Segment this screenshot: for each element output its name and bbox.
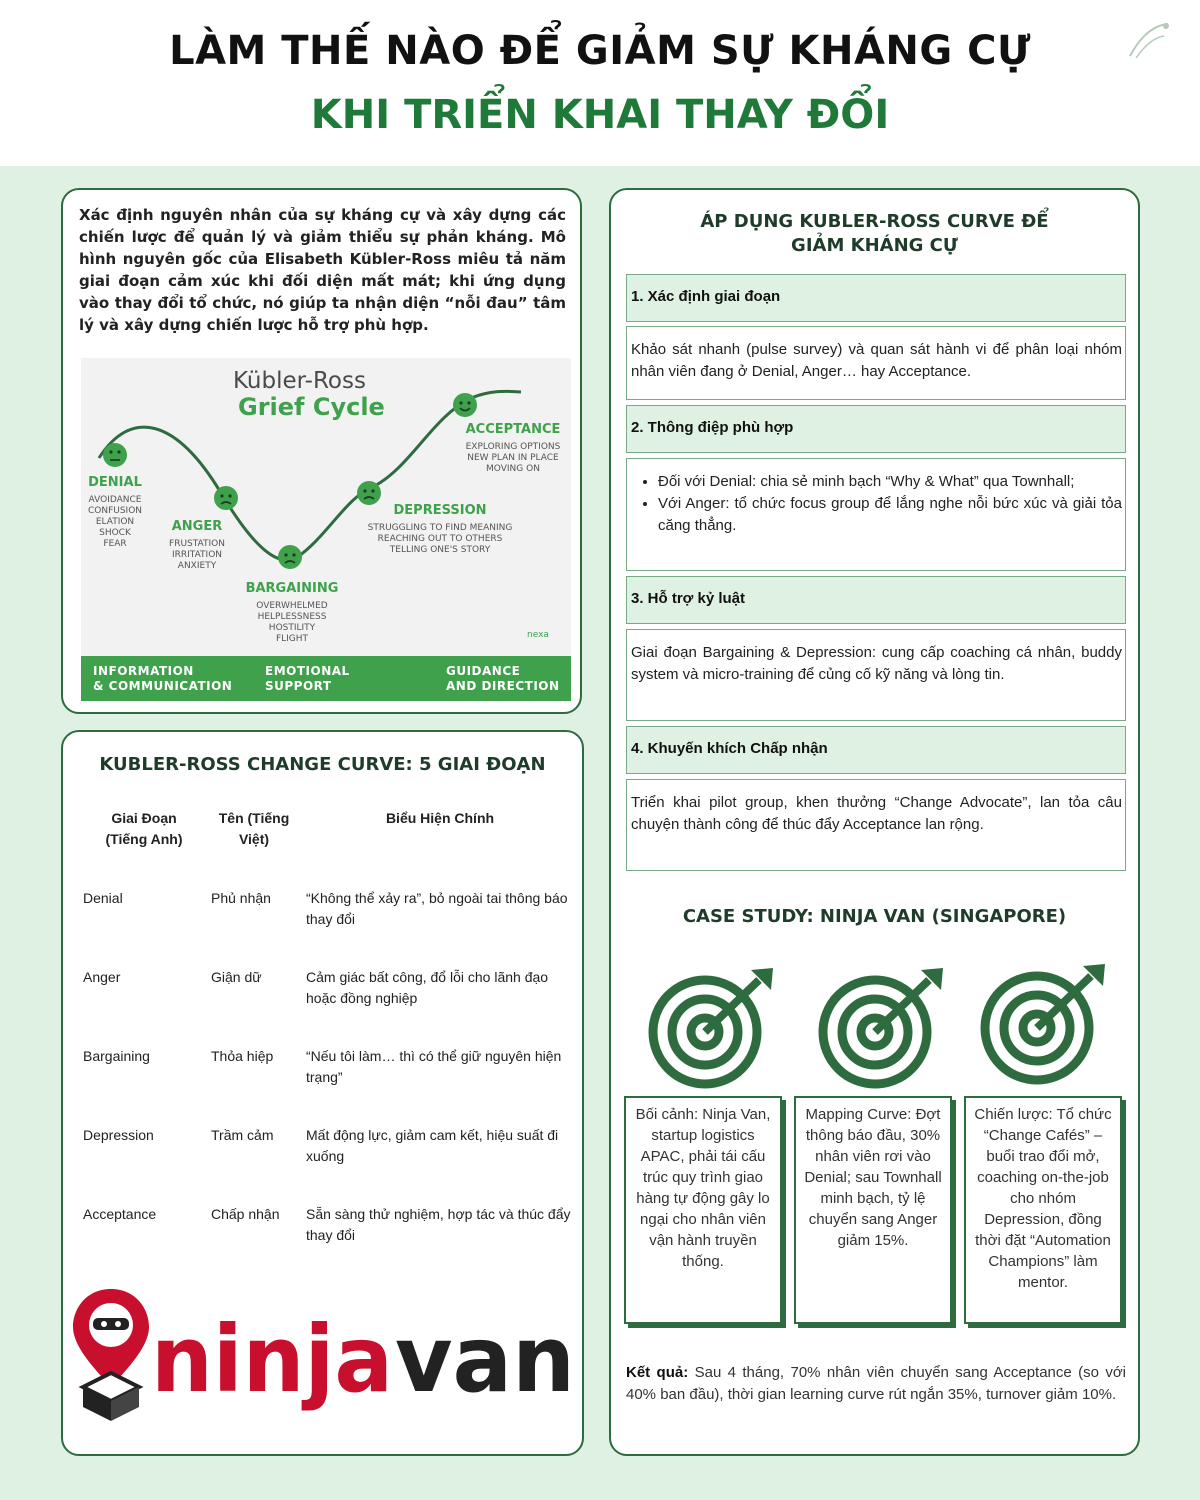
page-title: LÀM THẾ NÀO ĐỂ GIẢM SỰ KHÁNG CỰ <box>169 28 1031 74</box>
stage-item: CONFUSION <box>87 506 143 516</box>
stage-item: FRUSTATION <box>169 539 225 549</box>
stage-item: FEAR <box>103 539 127 549</box>
stage-item: OVERWHELMED <box>256 601 328 611</box>
stage-table-title: KUBLER-ROSS CHANGE CURVE: 5 GIAI ĐOẠN <box>99 754 546 775</box>
step-body: Giai đoạn Bargaining & Depression: cung cấp coaching cá nhân, buddy system và micro-training để củng cố kỹ năng và lòng tin. <box>626 629 1126 721</box>
table-cell: Anger <box>83 969 121 985</box>
target-icon <box>647 964 777 1094</box>
stage-name-bargaining: BARGAINING <box>245 581 339 596</box>
step-bullet: • Với Anger: tổ chức focus group để lắng nghe nỗi bức xúc và giải tỏa căng thẳng. <box>658 493 1122 537</box>
stage-item: IRRITATION <box>171 550 223 560</box>
nexa-brand: nexa <box>527 630 549 640</box>
stage-name-anger: ANGER <box>171 519 223 534</box>
grief-title-1: Kübler-Ross <box>233 368 366 394</box>
grief-footer-bar <box>81 656 571 701</box>
table-cell: Mất động lực, giảm cam kết, hiệu suất đi xuống <box>306 1127 559 1164</box>
table-cell: “Không thể xảy ra”, bỏ ngoài tai thông báo thay đổi <box>306 890 568 927</box>
table-cell: Denial <box>83 890 123 906</box>
stage-item: STRUGGLING TO FIND MEANING <box>367 523 513 533</box>
target-icon <box>817 964 947 1094</box>
table-cell: Giận dữ <box>211 969 262 985</box>
stage-item: HELPLESSNESS <box>257 612 327 622</box>
step-heading: 1. Xác định giai đoạn <box>626 274 1126 322</box>
step-body: Triển khai pilot group, khen thưởng “Change Advocate”, lan tỏa câu chuyện thành công để thúc đẩy Acceptance lan rộng. <box>626 779 1126 871</box>
step-heading: 2. Thông điệp phù hợp <box>626 405 1126 453</box>
stage-item: ANXIETY <box>177 561 217 571</box>
case-result <box>626 1362 1126 1406</box>
table-cell: Depression <box>83 1127 154 1143</box>
stage-item: FLIGHT <box>275 634 309 644</box>
step-body <box>626 458 1126 571</box>
case-context-box: Bối cảnh: Ninja Van, startup logistics APAC, phải tái cấu trúc quy trình giao hàng tự động gây lo ngại cho nhân viên vận hành truyền thống. <box>624 1096 782 1324</box>
table-header-desc: Biểu Hiện Chính <box>385 810 495 826</box>
stage-item: REACHING OUT TO OTHERS <box>377 534 503 544</box>
apply-card <box>609 188 1140 1456</box>
logo-word-ninja: ninja <box>151 1306 393 1413</box>
footer-label: INFORMATION & COMMUNICATION <box>93 664 233 693</box>
stage-item: ELATION <box>95 517 135 527</box>
stage-item: NEW PLAN IN PLACE <box>467 453 559 463</box>
stage-item: AVOIDANCE <box>88 495 142 505</box>
ninja-van-logo <box>71 1287 576 1422</box>
table-cell: Sẵn sàng thử nghiệm, hợp tác và thúc đẩy thay đổi <box>306 1206 571 1243</box>
page-subtitle: KHI TRIỂN KHAI THAY ĐỔI <box>310 92 890 138</box>
step-bullet: • Đối với Denial: chia sẻ minh bạch “Why & What” qua Townhall; <box>658 471 1122 493</box>
table-header-vi: Tên (Tiếng Việt) <box>218 810 290 847</box>
footer-label: GUIDANCE AND DIRECTION <box>446 664 560 693</box>
target-icon <box>979 960 1109 1090</box>
grief-cycle-figure <box>81 358 571 701</box>
stage-name-denial: DENIAL <box>88 475 142 490</box>
intro-text: Xác định nguyên nhân của sự kháng cự và xây dựng các chiến lược để quản lý và giảm thiểu sự phản kháng. Mô hình nguyên gốc của Elisabeth Kübler-Ross miêu tả năm giai đoạn cảm xúc khi đối diện mất mát; khi ứng dụng vào thay đổi tổ chức, nó giúp ta nhận diện “nỗi đau” tâm lý và xây dựng chiến lược hỗ trợ phù hợp. <box>79 206 566 334</box>
table-cell: Trầm cảm <box>211 1127 274 1143</box>
grief-title-2: Grief Cycle <box>238 393 385 421</box>
stage-item: HOSTILITY <box>268 623 316 633</box>
result-label: Kết quả: <box>626 1364 689 1381</box>
case-strategy-box: Chiến lược: Tổ chức “Change Cafés” – buổi trao đổi mở, coaching on-the-job cho nhóm Depression, đồng thời đặt “Automation Champions” làm mentor. <box>964 1096 1122 1324</box>
apply-title <box>611 210 1138 258</box>
stage-item: EXPLORING OPTIONS <box>465 442 561 452</box>
stage-item: SHOCK <box>99 528 131 538</box>
acceptance-face-icon <box>453 393 477 417</box>
box-icon <box>83 1373 139 1421</box>
table-header-en: Giai Đoạn (Tiếng Anh) <box>105 810 183 847</box>
intro-card <box>61 188 582 714</box>
bargaining-face-icon <box>278 545 302 569</box>
page-header <box>0 0 1200 166</box>
denial-face-icon <box>103 443 127 467</box>
case-study-title: CASE STUDY: NINJA VAN (SINGAPORE) <box>682 906 1067 927</box>
table-cell: Bargaining <box>83 1048 150 1064</box>
table-cell: Cảm giác bất công, đổ lỗi cho lãnh đạo hoặc đồng nghiệp <box>306 969 549 1006</box>
step-bullet-list <box>631 471 1122 537</box>
table-cell: Chấp nhận <box>211 1206 280 1222</box>
step-heading: 3. Hỗ trợ kỷ luật <box>626 576 1126 624</box>
grief-cycle-diagram <box>81 358 571 701</box>
apply-title-line: ÁP DỤNG KUBLER-ROSS CURVE ĐỂ <box>700 211 1049 232</box>
table-cell: Phủ nhận <box>211 890 271 906</box>
table-cell: Thỏa hiệp <box>211 1048 274 1064</box>
anger-face-icon <box>214 486 238 510</box>
apply-title-line: GIẢM KHÁNG CỰ <box>791 235 958 256</box>
case-mapping-box: Mapping Curve: Đợt thông báo đầu, 30% nhân viên rơi vào Denial; sau Townhall minh bạch, tỷ lệ chuyển sang Anger giảm 15%. <box>794 1096 952 1324</box>
stage-table-card <box>61 730 584 1456</box>
logo-word-van: van <box>395 1306 575 1413</box>
depression-face-icon <box>357 481 381 505</box>
brand-mark-icon <box>1120 18 1176 68</box>
footer-label: EMOTIONAL SUPPORT <box>265 664 350 693</box>
stage-name-depression: DEPRESSION <box>393 503 487 518</box>
stage-name-acceptance: ACCEPTANCE <box>465 422 561 437</box>
table-cell: Acceptance <box>83 1206 157 1222</box>
stage-item: TELLING ONE'S STORY <box>389 545 491 555</box>
stage-item: MOVING ON <box>486 464 540 474</box>
step-heading: 4. Khuyến khích Chấp nhận <box>626 726 1126 774</box>
result-text: Sau 4 tháng, 70% nhân viên chuyển sang Acceptance (so với 40% ban đầu), thời gian learning curve rút ngắn 35%, turnover giảm 10%. <box>626 1364 1126 1403</box>
table-cell: “Nếu tôi làm… thì có thể giữ nguyên hiện trạng” <box>306 1048 562 1085</box>
step-body: Khảo sát nhanh (pulse survey) và quan sát hành vi để phân loại nhóm nhân viên đang ở Denial, Anger… hay Acceptance. <box>626 326 1126 400</box>
